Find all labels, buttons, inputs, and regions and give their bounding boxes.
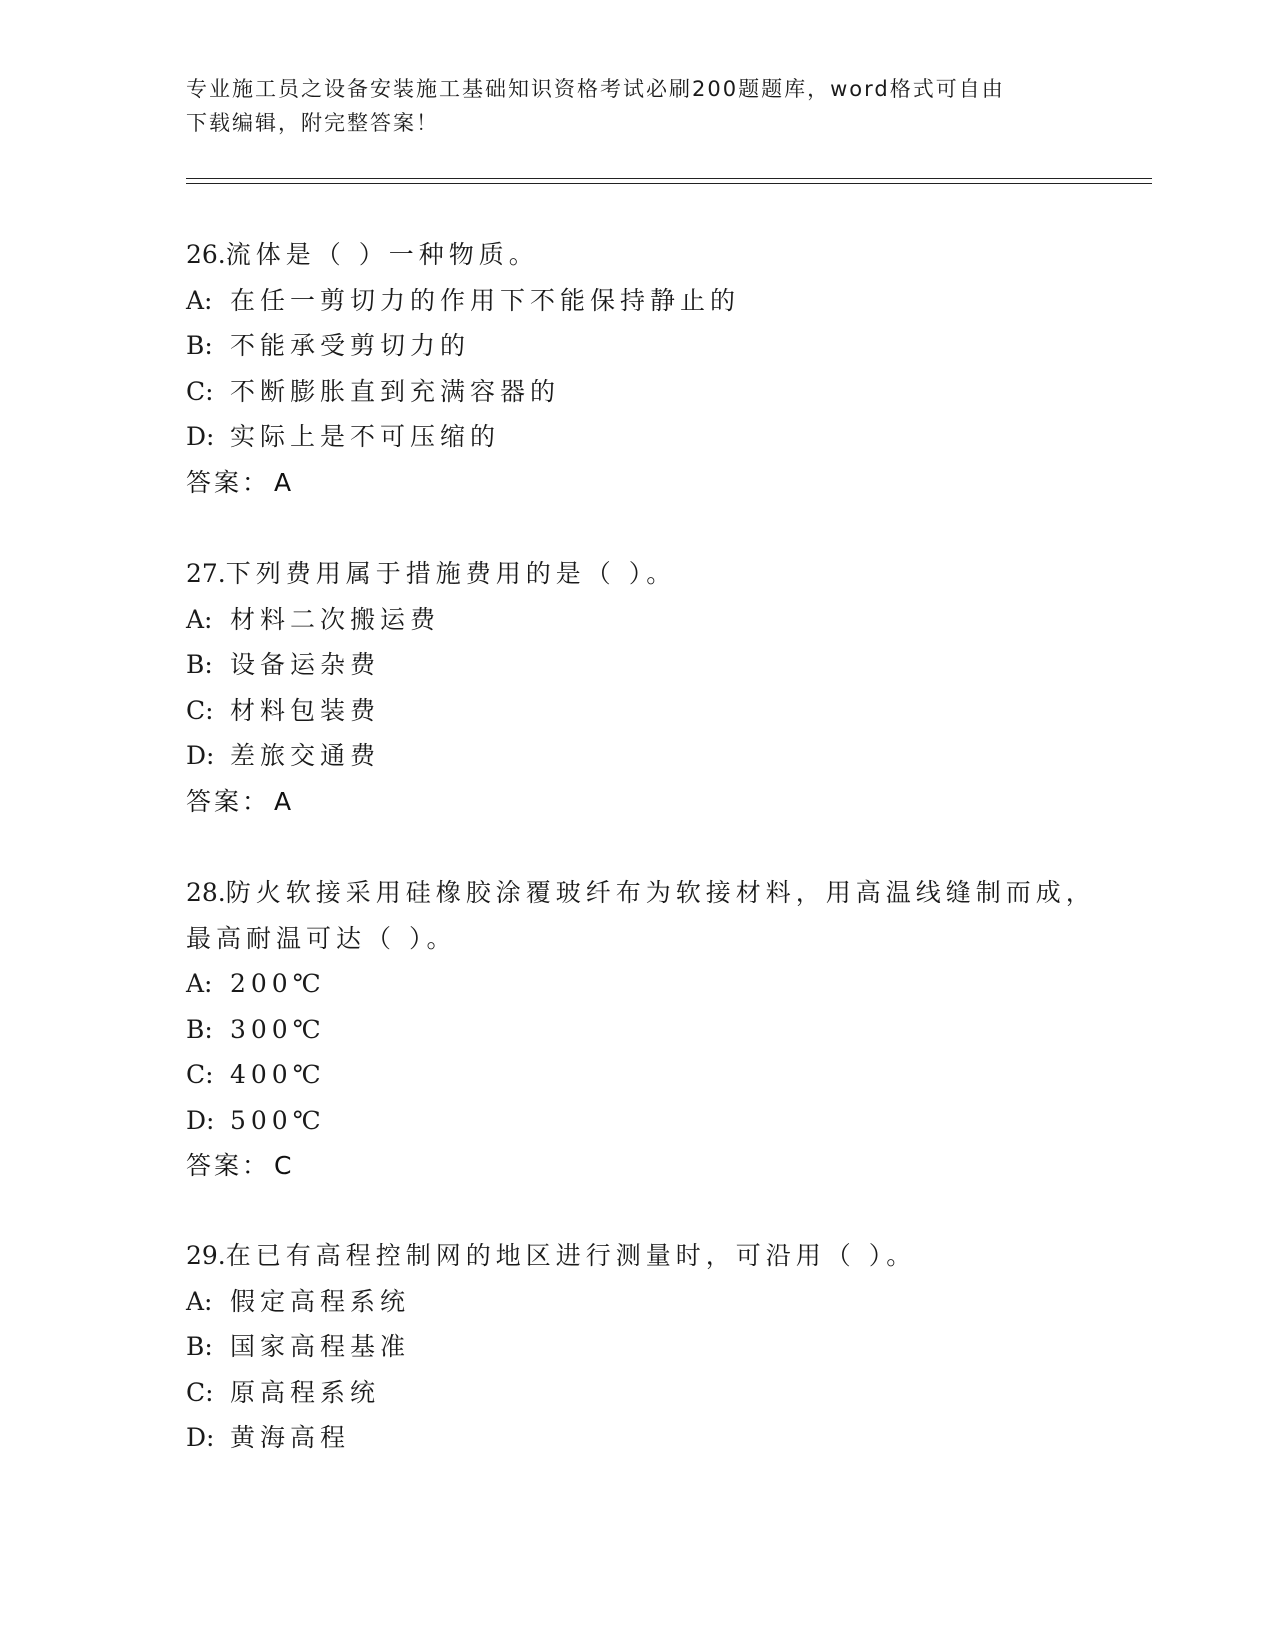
answer-value: A [274, 786, 292, 816]
option-key: D: [186, 1423, 215, 1452]
answer-line [186, 779, 1086, 825]
answer-line [186, 460, 1086, 506]
question-28 [186, 870, 1096, 1189]
question-27 [186, 551, 1086, 824]
option-c [186, 1370, 1086, 1416]
option-key: A: [186, 285, 213, 315]
option-d [186, 733, 1086, 779]
answer-label: 答案： [186, 467, 271, 497]
answer-label: 答案： [186, 786, 271, 816]
option-text: 材料包装费 [230, 695, 381, 725]
option-text: 差旅交通费 [230, 741, 381, 770]
option-c [186, 1052, 1086, 1098]
option-text: 300℃ [230, 1014, 326, 1044]
question-stem [186, 870, 1096, 916]
option-text: 设备运杂费 [230, 650, 381, 679]
option-text: 原高程系统 [230, 1377, 381, 1407]
option-key: B: [186, 650, 213, 679]
option-text: 500℃ [230, 1105, 326, 1135]
header-line-2: 下载编辑，附完整答案！ [186, 111, 439, 135]
option-key: D: [186, 422, 215, 451]
option-key: D: [186, 741, 215, 770]
answer-line [186, 1143, 1086, 1189]
question-number: 26. [186, 240, 226, 269]
question-stem [186, 1233, 1086, 1279]
question-26 [186, 232, 1086, 505]
option-key: A: [186, 969, 213, 998]
option-key: C: [186, 376, 214, 406]
option-text: 在任一剪切力的作用下不能保持静止的 [230, 285, 741, 315]
question-number: 28. [186, 878, 226, 907]
option-key: B: [186, 1332, 213, 1361]
option-key: B: [186, 1014, 213, 1044]
option-a [186, 278, 1086, 324]
option-b [186, 323, 1086, 369]
option-key: A: [186, 1286, 213, 1316]
answer-value: C [274, 1151, 292, 1180]
option-a [186, 961, 1086, 1007]
answer-label: 答案： [186, 1151, 271, 1180]
question-stem [186, 232, 1086, 278]
header-divider-bottom [186, 183, 1152, 184]
option-text: 黄海高程 [230, 1423, 351, 1452]
question-text: 在已有高程控制网的地区进行测量时，可沿用（ ）。 [225, 1241, 917, 1270]
option-d [186, 1415, 1086, 1461]
question-text: 下列费用属于措施费用的是（ ）。 [225, 559, 677, 588]
option-b [186, 1007, 1086, 1053]
question-text: 防火软接采用硅橡胶涂覆玻纤布为软接材料，用高温线缝制而成， [225, 878, 1096, 907]
question-number: 27. [186, 559, 226, 588]
option-text: 200℃ [230, 969, 326, 998]
header-divider-top [186, 178, 1152, 179]
option-b [186, 642, 1086, 688]
option-key: D: [186, 1105, 215, 1135]
option-key: C: [186, 1377, 214, 1407]
answer-value: A [274, 467, 292, 497]
question-stem [186, 551, 1086, 597]
option-d [186, 414, 1086, 460]
option-text: 材料二次搬运费 [230, 604, 441, 634]
header-line-1: 专业施工员之设备安装施工基础知识资格考试必刷200题题库，word格式可自由 [186, 77, 1005, 101]
option-a [186, 1279, 1086, 1325]
option-text: 不断膨胀直到充满容器的 [230, 376, 561, 406]
option-text: 400℃ [230, 1060, 326, 1089]
option-a [186, 597, 1086, 643]
question-text: 流体是（ ）一种物质。 [225, 240, 539, 269]
option-text: 假定高程系统 [230, 1286, 411, 1316]
option-d [186, 1098, 1086, 1144]
question-number: 29. [186, 1241, 226, 1270]
option-c [186, 369, 1086, 415]
option-text: 实际上是不可压缩的 [230, 422, 501, 451]
option-b [186, 1324, 1086, 1370]
option-text: 国家高程基准 [230, 1332, 411, 1361]
question-29 [186, 1233, 1086, 1461]
document-header [186, 72, 1066, 140]
question-stem-continued: 最高耐温可达（ ）。 [186, 923, 457, 953]
option-key: A: [186, 604, 213, 634]
option-key: C: [186, 1060, 214, 1089]
option-key: B: [186, 331, 213, 360]
option-key: C: [186, 695, 214, 725]
option-c [186, 688, 1086, 734]
option-text: 不能承受剪切力的 [230, 331, 471, 360]
